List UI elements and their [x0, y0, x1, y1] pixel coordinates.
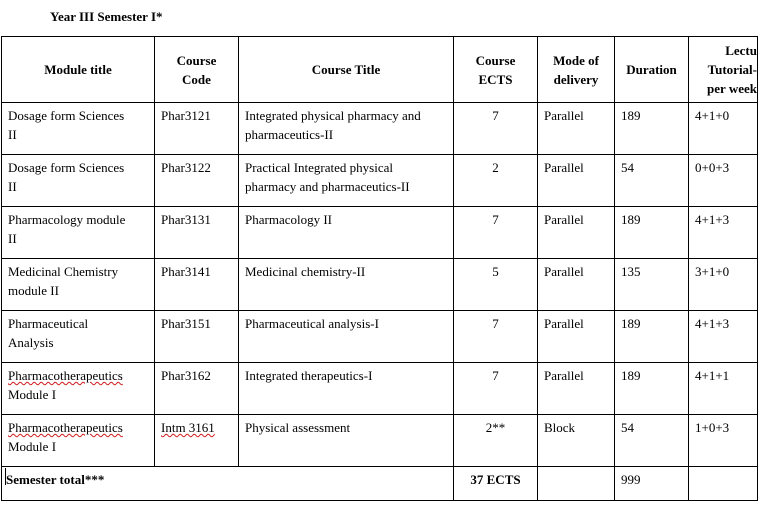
cell-hours: 4+1+1	[689, 363, 758, 415]
header-duration: Duration	[615, 37, 689, 103]
text-cursor	[5, 468, 6, 485]
cell-duration: 189	[615, 311, 689, 363]
cell-ects: 7	[454, 363, 538, 415]
semester-total-hours	[689, 467, 758, 501]
cell-module: Dosage form Sciences II	[2, 155, 155, 207]
cell-ects: 7	[454, 311, 538, 363]
cell-module: Pharmacology module II	[2, 207, 155, 259]
cell-ects: 2	[454, 155, 538, 207]
cell-duration: 54	[615, 415, 689, 467]
cell-duration: 135	[615, 259, 689, 311]
cell-mode: Parallel	[538, 155, 615, 207]
table-row	[2, 103, 758, 155]
semester-total-mode	[538, 467, 615, 501]
semester-total-duration: 999	[615, 467, 689, 501]
cell-course-code: Phar3122	[155, 155, 239, 207]
cell-hours: 4+1+0	[689, 103, 758, 155]
cell-course-code: Phar3121	[155, 103, 239, 155]
cell-hours: 0+0+3	[689, 155, 758, 207]
cell-module: Medicinal Chemistry module II	[2, 259, 155, 311]
cell-ects: 7	[454, 207, 538, 259]
cell-mode: Parallel	[538, 207, 615, 259]
cell-ects: 5	[454, 259, 538, 311]
cell-hours: 1+0+3	[689, 415, 758, 467]
table-row	[2, 259, 758, 311]
header-mode-of-delivery: Mode of delivery	[538, 37, 615, 103]
cell-course-code: Phar3141	[155, 259, 239, 311]
semester-heading: Year III Semester I*	[50, 9, 163, 24]
cell-mode: Parallel	[538, 363, 615, 415]
cell-mode: Block	[538, 415, 615, 467]
table-row	[2, 415, 758, 467]
cell-mode: Parallel	[538, 311, 615, 363]
cell-hours: 3+1+0	[689, 259, 758, 311]
header-lecture-tutorial: Lectu Tutorial- per week	[689, 37, 758, 103]
header-row	[2, 37, 758, 103]
cell-course-code: Phar3131	[155, 207, 239, 259]
semester-total-label: Semester total***	[2, 467, 454, 501]
table-row	[2, 311, 758, 363]
header-course-ects: Course ECTS	[454, 37, 538, 103]
cell-course-title: Practical Integrated physical pharmacy and pharmaceutics-II	[239, 155, 454, 207]
table-row	[2, 363, 758, 415]
table-row	[2, 207, 758, 259]
table-row	[2, 155, 758, 207]
cell-duration: 54	[615, 155, 689, 207]
cell-course-code: Phar3162	[155, 363, 239, 415]
cell-course-title: Medicinal chemistry-II	[239, 259, 454, 311]
cell-course-title: Integrated physical pharmacy and pharmaceutics-II	[239, 103, 454, 155]
semester-total-ects: 37 ECTS	[454, 467, 538, 501]
cell-hours: 4+1+3	[689, 311, 758, 363]
cell-module: Pharmacotherapeutics Module I	[2, 363, 155, 415]
cell-duration: 189	[615, 103, 689, 155]
cell-module: Pharmaceutical Analysis	[2, 311, 155, 363]
cell-mode: Parallel	[538, 103, 615, 155]
header-course-code: Course Code	[155, 37, 239, 103]
header-course-title: Course Title	[239, 37, 454, 103]
header-module-title: Module title	[2, 37, 155, 103]
cell-course-title: Pharmaceutical analysis-I	[239, 311, 454, 363]
semester-total-row	[2, 467, 758, 501]
cell-ects: 7	[454, 103, 538, 155]
cell-hours: 4+1+3	[689, 207, 758, 259]
cell-course-title: Pharmacology II	[239, 207, 454, 259]
cell-duration: 189	[615, 363, 689, 415]
cell-module: Dosage form Sciences II	[2, 103, 155, 155]
course-table	[1, 36, 758, 501]
cell-mode: Parallel	[538, 259, 615, 311]
cell-ects: 2**	[454, 415, 538, 467]
cell-course-title: Integrated therapeutics-I	[239, 363, 454, 415]
cell-duration: 189	[615, 207, 689, 259]
cell-course-title: Physical assessment	[239, 415, 454, 467]
cell-course-code: Intm 3161	[155, 415, 239, 467]
cell-course-code: Phar3151	[155, 311, 239, 363]
cell-module: Pharmacotherapeutics Module I	[2, 415, 155, 467]
